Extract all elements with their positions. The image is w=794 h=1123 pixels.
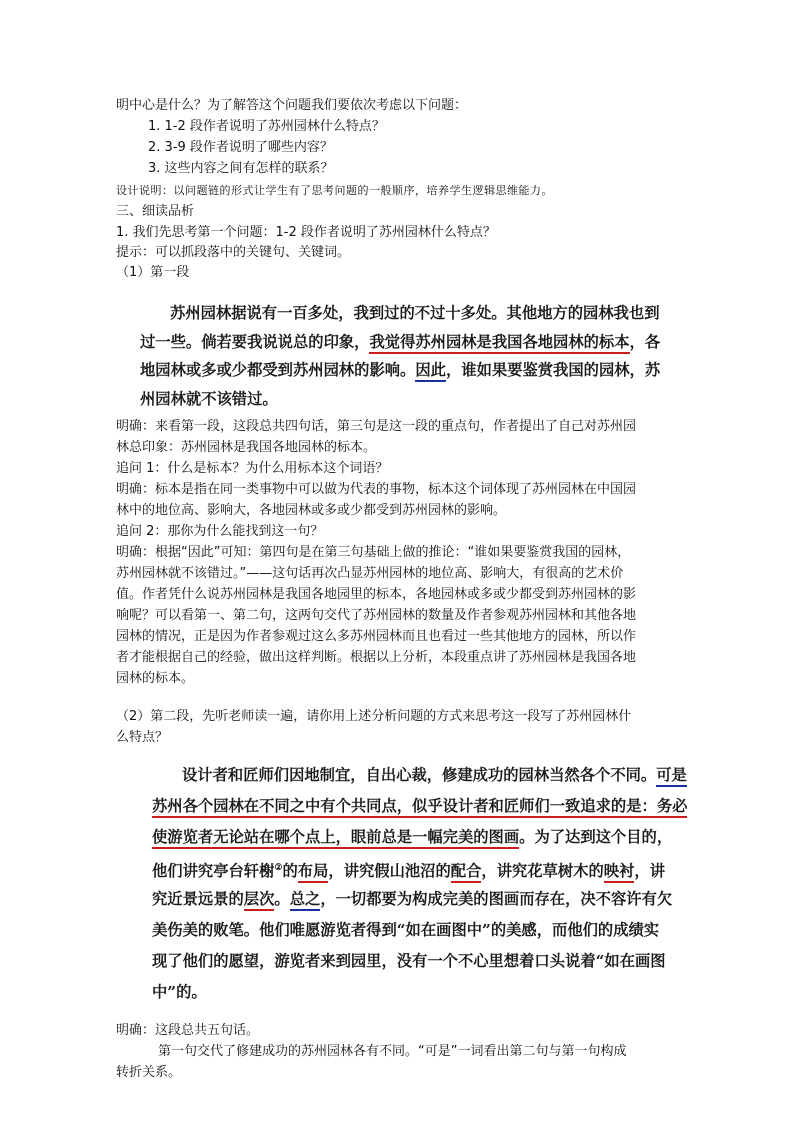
analysis-line: 明确：来看第一段，这段总共四句话，第三句是这一段的重点句，作者提出了自己对苏州园 (116, 419, 637, 434)
key-sentence-underline: 务必 (657, 797, 688, 818)
analysis-line: 明确：这段总共五句话。 (116, 1023, 260, 1038)
design-note: 设计说明：以问题链的形式让学生有了思考问题的一般顺序，培养学生逻辑思维能力。 (116, 184, 553, 197)
keyword-underline: 布局 (298, 862, 329, 883)
analysis-line: 园林的情况，正是因为作者参观过这么多苏州园林而且也看过一些其他地方的园林，所以作 (116, 629, 637, 644)
quote1-line2: 过一些。倘若要我说说总的印象，我觉得苏州园林是我国各地园林的标本，各 (140, 327, 660, 358)
quote1-line3: 地园林或多或少都受到苏州园林的影响。因此，谁如果要鉴赏我国的园林，苏 (140, 355, 660, 386)
question-2: 2. 3-9 段作者说明了哪些内容？ (148, 140, 333, 155)
part-1-label: （1）第一段 (116, 265, 190, 280)
quote2-line8: 中”的。 (152, 983, 207, 1001)
analysis-line: 明确：根据“因此”可知：第四句是在第三句基础上做的推论：“谁如果要鉴赏我国的园林， (116, 545, 631, 560)
quote2-line4: 他们讲究亭台轩榭②的布局，讲究假山池沼的配合，讲究花草树木的映衬，讲 (152, 853, 665, 887)
keyword-underline: 配合 (451, 862, 482, 883)
keyword-underline: 因此 (415, 361, 446, 382)
quote2-line7: 现了他们的愿望，游览者来到园里，没有一个不心里想着口头说着“如在画图 (152, 952, 666, 970)
analysis-line: 响呢？可以看第一、第二句，这两句交代了苏州园林的数量及作者参观苏州园林和其他各地 (116, 608, 637, 623)
keyword-underline: 可是 (656, 766, 687, 787)
intro-line: 明中心是什么？为了解答这个问题我们要依次考虑以下问题： (116, 98, 468, 113)
keyword-underline: 映衬 (604, 862, 635, 883)
quote1-line4: 州园林就不该错过。 (140, 390, 278, 408)
analysis-line: 明确：标本是指在同一类事物中可以做为代表的事物，标本这个词体现了苏州园林在中国园 (116, 482, 637, 497)
analysis-line: 苏州园林就不该错过。”——这句话再次凸显苏州园林的地位高、影响大，有很高的艺术价 (116, 566, 624, 581)
question-1: 1. 1-2 段作者说明了苏州园林什么特点？ (148, 119, 385, 134)
analysis-line: 第一句交代了修建成功的苏州园林各有不同。“可是”一词看出第二句与第一句构成 (158, 1044, 627, 1059)
quote2-line1: 设计者和匠师们因地制宜，自出心裁，修建成功的园林当然各个不同。可是 (152, 760, 687, 791)
keyword-underline: 总之 (290, 890, 321, 911)
section-heading: 三、细读品析 (116, 204, 195, 219)
question-3: 3. 这些内容之间有怎样的联系？ (148, 161, 334, 176)
key-sentence-underline: 苏州各个园林在不同之中有个共同点，似乎设计者和匠师们一致追求的是： (152, 797, 657, 818)
part-2-question: 么特点？ (116, 730, 169, 745)
section-question: 1. 我们先思考第一个问题：1-2 段作者说明了苏州园林什么特点？ (116, 225, 496, 240)
key-sentence-underline: 使游览者无论站在哪个点上，眼前总是一幅完美的图画 (152, 828, 519, 849)
quote2-line5: 究近景远景的层次。总之，一切都要为构成完美的图画而存在，决不容许有欠 (152, 884, 672, 915)
analysis-line: 转折关系。 (116, 1065, 182, 1080)
keyword-underline: 层次 (244, 890, 275, 911)
analysis-line: 者才能根据自己的经验，做出这样判断。根据以上分析，本段重点讲了苏州园林是我国各地 (116, 650, 637, 665)
part-2-question: （2）第二段，先听老师读一遍，请你用上述分析问题的方式来思考这一段写了苏州园林什 (116, 709, 632, 724)
hint-text: 提示：可以抓段落中的关键句、关键词。 (116, 245, 351, 260)
analysis-line: 林中的地位高、影响大，各地园林或多或少都受到苏州园林的影响。 (116, 503, 507, 518)
follow-up-2: 追问 2：那你为什么能找到这一句？ (116, 524, 324, 539)
follow-up-1: 追问 1：什么是标本？为什么用标本这个词语？ (116, 461, 389, 476)
quote1-line1: 苏州园林据说有一百多处，我到过的不过十多处。其他地方的园林我也到 (170, 304, 660, 322)
analysis-line: 值。作者凭什么说苏州园林是我国各地园里的标本，各地园林或多或少都受到苏州园林的影 (116, 587, 637, 602)
quote2-line6: 美伤美的败笔。他们唯愿游览者得到“如在画图中”的美感，而他们的成绩实 (152, 921, 660, 939)
quote2-line2 (152, 791, 687, 822)
analysis-line: 园林的标本。 (116, 671, 195, 686)
key-sentence-underline: 我觉得苏州园林是我国各地园林的标本 (369, 333, 629, 354)
analysis-line: 林总印象：苏州园林是我国各地园林的标本。 (116, 440, 377, 455)
quote2-line3: 使游览者无论站在哪个点上，眼前总是一幅完美的图画。为了达到这个目的， (152, 822, 672, 853)
